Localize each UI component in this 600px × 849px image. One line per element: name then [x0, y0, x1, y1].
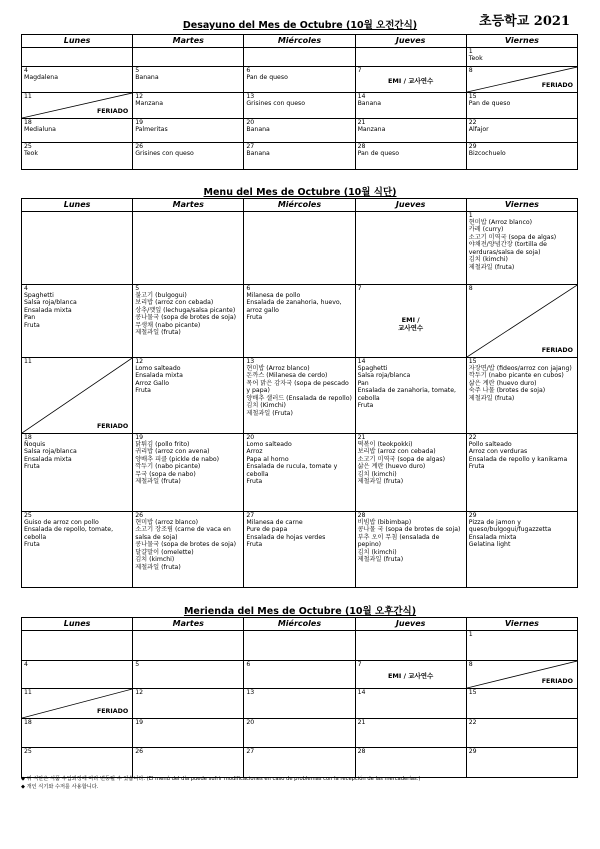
day-number: 8: [468, 284, 473, 292]
week-row: [22, 688, 578, 718]
day-number: 8: [468, 660, 473, 668]
day-number: 28: [357, 747, 366, 755]
week-row: [22, 660, 578, 688]
meal-text: 불고기 (bulgogui) 보리밥 (arroz con cebada) 상추/깻잎 (lechuga/salsa picante) 콩나물국 (sopa de brotes de soja) 무생채 (nabo picante) 제철과일 (fruta): [135, 292, 237, 337]
holiday-label: FERIADO: [96, 108, 129, 116]
day-header: Jueves: [355, 618, 466, 631]
day-number: 27: [246, 511, 255, 519]
meal-text: 현미밥 (Arroz blanco) 돈까스 (Milanesa de cerdo) 목어 맑은 감자국 (sopa de pescado y papa) 양배추 샐러드 (Ensalada de repollo) 김치 (Kimchi) 제철과일 (Fruta): [246, 365, 352, 417]
day-cell: [133, 630, 244, 660]
day-cell: [355, 66, 466, 92]
day-cell: [133, 142, 244, 169]
meal-text: 떡볶이 (teokpokki) 보리밥 (arroz con cebada) 소고기 미역국 (sopa de algas) 삶은 계란 (huevo duro) 김치 (kimchi) 제철과일 (fruta): [357, 441, 446, 486]
day-cell: [22, 211, 133, 284]
day-number: 22: [468, 118, 477, 126]
day-number: 4: [24, 66, 28, 74]
meal-text: Pan de queso: [357, 150, 400, 158]
day-number: 7: [357, 284, 362, 292]
meal-text: 비빔밥 (bibimbap) 콩나물 국 (sopa de brotes de soja) 부추 오이 무침 (ensalada de pepino) 김치 (kimchi) 제철과일 (fruta): [357, 519, 461, 564]
meal-text: Teok: [24, 150, 38, 158]
day-cell: [355, 357, 466, 433]
day-number: 8: [468, 66, 473, 74]
day-number: 13: [246, 688, 255, 696]
day-header: Lunes: [22, 35, 133, 48]
day-number: 7: [357, 66, 362, 74]
footnote: ◆ 개인 식기와 수저를 사용합니다.: [21, 783, 99, 790]
day-cell: [355, 718, 466, 747]
day-cell: [466, 747, 577, 777]
day-cell: [244, 511, 355, 587]
day-number: 4: [24, 284, 28, 292]
day-cell: [22, 660, 133, 688]
meal-text: Pizza de jamon y queso/bulgogui/fugazzetta Ensalada mixta Gelatina light: [468, 519, 552, 549]
day-cell: [22, 92, 133, 118]
day-number: 21: [357, 118, 366, 126]
event-label: EMI / 교사연수: [387, 76, 434, 85]
day-number: 5: [135, 284, 140, 292]
meal-text: Alfajor: [468, 126, 489, 134]
meal-text: 닭튀김 (pollo frito) 귀리밥 (arroz con avena) 양배추 피클 (pickle de nabo) 깍두기 (nabo picante) 무국 (sopa de nabo) 제철과일 (fruta): [135, 441, 220, 486]
holiday-strike: [467, 285, 577, 357]
day-number: 20: [246, 718, 255, 726]
meal-text: Banana: [246, 126, 270, 134]
merienda-title: Merienda del Mes de Octubre (10월 오후간식): [183, 606, 417, 617]
footnotes: [21, 776, 581, 792]
day-header: Lunes: [22, 618, 133, 631]
day-number: 21: [357, 433, 366, 441]
day-number: 7: [357, 660, 362, 668]
meal-text: Pollo salteado Arroz con verduras Ensalada de repollo y kanikama Fruta: [468, 441, 568, 471]
day-header: Miércoles: [244, 35, 355, 48]
day-number: 11: [24, 688, 32, 696]
day-number: 21: [357, 718, 366, 726]
day-number: 18: [24, 433, 32, 441]
week-row: [22, 511, 578, 587]
day-header: Jueves: [355, 199, 466, 212]
meal-text: Guiso de arroz con pollo Ensalada de repollo, tomate, cebolla Fruta: [24, 519, 114, 549]
day-cell: [244, 92, 355, 118]
week-row: [22, 47, 578, 66]
day-number: 15: [468, 92, 477, 100]
day-number: 12: [135, 92, 144, 100]
day-cell: [22, 630, 133, 660]
day-number: 29: [468, 747, 477, 755]
day-cell: [244, 718, 355, 747]
meal-text: Ñoquis Salsa roja/blanca Ensalada mixta Fruta: [24, 441, 77, 471]
day-cell: [466, 284, 577, 357]
day-cell: [133, 747, 244, 777]
day-cell: [466, 433, 577, 511]
week-row: [22, 433, 578, 511]
day-cell: [355, 92, 466, 118]
day-cell: [244, 66, 355, 92]
meal-text: Banana: [357, 100, 382, 108]
day-number: 19: [135, 433, 144, 441]
day-cell: [244, 688, 355, 718]
day-header: Jueves: [355, 35, 466, 48]
day-cell: [22, 511, 133, 587]
day-number: 22: [468, 718, 477, 726]
day-cell: [133, 284, 244, 357]
day-number: 13: [246, 92, 255, 100]
meal-text: Pan de queso: [468, 100, 511, 108]
day-cell: [133, 66, 244, 92]
holiday-diagonal: [467, 285, 577, 357]
day-number: 28: [357, 511, 366, 519]
day-number: 5: [135, 660, 140, 668]
day-cell: [22, 718, 133, 747]
meal-text: Lomo salteado Arroz Papa al horno Ensalada de rucula, tomate y cebolla Fruta: [246, 441, 338, 486]
day-cell: [355, 211, 466, 284]
day-cell: [244, 284, 355, 357]
day-cell: [22, 118, 133, 142]
day-number: 25: [24, 142, 32, 150]
day-number: 1: [468, 211, 473, 219]
week-row: [22, 211, 578, 284]
day-header: Viernes: [466, 199, 577, 212]
day-number: 5: [135, 66, 140, 74]
day-number: 14: [357, 688, 366, 696]
week-row: [22, 118, 578, 142]
meal-text: Manzana: [135, 100, 163, 108]
day-cell: [22, 688, 133, 718]
day-header: Martes: [133, 199, 244, 212]
holiday-label: FERIADO: [541, 678, 573, 686]
footnote: ◆ 위 식단은 식품 수입과정에 따라 변동될 수 있습니다. (El menú del día puede sufrir modificaciones en caso de problemas con la recepción de las mercaderías.): [21, 776, 421, 782]
menu-table: [21, 198, 578, 588]
day-number: 6: [246, 284, 251, 292]
meal-text: Spaghetti Salsa roja/blanca Ensalada mixta Pan Fruta: [24, 292, 77, 329]
holiday-label: FERIADO: [541, 82, 573, 90]
day-number: 1: [468, 630, 473, 638]
event-label: EMI / 교사연수: [398, 315, 424, 332]
meal-text: Medialuna: [24, 126, 56, 134]
meal-text: Banana: [135, 74, 159, 82]
day-cell: [466, 211, 577, 284]
day-number: 1: [468, 47, 473, 55]
meal-text: Banana: [246, 150, 270, 158]
day-cell: [133, 688, 244, 718]
day-cell: [355, 118, 466, 142]
day-number: 25: [24, 747, 32, 755]
week-row: [22, 284, 578, 357]
meal-text: Teok: [468, 55, 483, 63]
day-cell: [244, 630, 355, 660]
day-cell: [466, 660, 577, 688]
day-cell: [466, 66, 577, 92]
day-cell: [22, 357, 133, 433]
meal-text: Grisines con queso: [135, 150, 194, 158]
day-cell: [133, 47, 244, 66]
day-number: 20: [246, 433, 255, 441]
day-cell: [244, 118, 355, 142]
meal-text: Milanesa de pollo Ensalada de zanahoria, huevo, arroz gallo Fruta: [246, 292, 342, 322]
meal-text: Spaghetti Salsa roja/blanca Pan Ensalada de zanahoria, tomate, cebolla Fruta: [357, 365, 456, 410]
day-cell: [466, 47, 577, 66]
day-cell: [22, 66, 133, 92]
day-number: 27: [246, 747, 255, 755]
week-row: [22, 92, 578, 118]
day-cell: [466, 718, 577, 747]
day-cell: [244, 211, 355, 284]
day-number: 29: [468, 142, 477, 150]
day-cell: [244, 433, 355, 511]
meal-text: Manzana: [357, 126, 386, 134]
meal-text: Lomo salteado Ensalada mixta Arroz Gallo Fruta: [135, 365, 183, 395]
day-number: 12: [135, 688, 144, 696]
holiday-label: FERIADO: [541, 347, 573, 355]
day-cell: [133, 433, 244, 511]
day-header: Martes: [133, 618, 244, 631]
week-row: [22, 66, 578, 92]
day-cell: [244, 357, 355, 433]
day-number: 18: [24, 118, 32, 126]
meal-text: Milanesa de carne Pure de papa Ensalada de hojas verdes Fruta: [246, 519, 326, 549]
event-label: EMI / 교사연수: [387, 671, 434, 680]
day-header: Miércoles: [244, 199, 355, 212]
desayuno-title: Desayuno del Mes de Octubre (10월 오전간식): [182, 20, 418, 31]
day-header: Lunes: [22, 199, 133, 212]
day-number: 26: [135, 142, 144, 150]
holiday-label: FERIADO: [96, 423, 129, 431]
day-cell: [133, 118, 244, 142]
day-cell: [133, 357, 244, 433]
day-header: Viernes: [466, 618, 577, 631]
menu-title: Menu del Mes de Octubre (10월 식단): [203, 187, 397, 198]
meal-text: Bizcochuelo: [468, 150, 506, 158]
day-cell: [466, 630, 577, 660]
day-number: 22: [468, 433, 477, 441]
meal-text: Magdalena: [24, 74, 59, 82]
holiday-label: FERIADO: [96, 708, 129, 716]
day-cell: [22, 747, 133, 777]
day-cell: [466, 511, 577, 587]
day-number: 15: [468, 357, 477, 365]
holiday-strike: [22, 358, 132, 433]
day-cell: [22, 47, 133, 66]
day-cell: [355, 433, 466, 511]
day-header: Martes: [133, 35, 244, 48]
day-cell: [466, 357, 577, 433]
meal-text: Grisines con queso: [246, 100, 306, 108]
day-number: 27: [246, 142, 255, 150]
day-number: 14: [357, 357, 366, 365]
day-cell: [133, 211, 244, 284]
day-cell: [244, 47, 355, 66]
day-cell: [22, 433, 133, 511]
day-number: 29: [468, 511, 477, 519]
week-row: [22, 142, 578, 169]
day-cell: [22, 142, 133, 169]
day-cell: [22, 284, 133, 357]
day-cell: [244, 660, 355, 688]
day-cell: [133, 718, 244, 747]
day-number: 6: [246, 660, 251, 668]
day-cell: [355, 688, 466, 718]
day-cell: [133, 660, 244, 688]
meal-text: 현미밥 (Arroz blanco) 카레 (curry) 소고기 미역국 (sopa de algas) 야채전/양념간장 (tortilla de verduras/salsa de soja) 김치 (kimchi) 제철과일 (fruta): [468, 219, 557, 271]
day-cell: [355, 142, 466, 169]
day-cell: [133, 92, 244, 118]
day-header: Viernes: [466, 35, 577, 48]
day-cell: [244, 747, 355, 777]
holiday-diagonal: [22, 358, 132, 433]
day-number: 18: [24, 718, 32, 726]
week-row: [22, 357, 578, 433]
day-cell: [133, 511, 244, 587]
day-number: 19: [135, 718, 144, 726]
day-cell: [355, 47, 466, 66]
day-number: 26: [135, 747, 144, 755]
day-cell: [466, 118, 577, 142]
meal-text: Pan de queso: [246, 74, 288, 82]
meal-text: 현미밥 (arroz blanco) 소고기 장조림 (carne de vaca en salsa de soja) 콩나물국 (sopa de brotes de soja) 달걀말이 (omelette) 김치 (kimchi) 제철과일 (fruta): [135, 519, 237, 571]
day-number: 28: [357, 142, 366, 150]
desayuno-table: [21, 34, 578, 170]
day-number: 12: [135, 357, 144, 365]
week-row: [22, 718, 578, 747]
week-row: [22, 747, 578, 777]
day-cell: [355, 747, 466, 777]
week-row: [22, 630, 578, 660]
day-number: 4: [24, 660, 28, 668]
day-cell: [466, 688, 577, 718]
meal-text: 자장면/밥 (fideos/arroz con jajang) 깍두기 (nabo picante en cubos) 삶은 계란 (huevo duro) 숙주 나물 (brotes de soja) 제철과일 (fruta): [468, 365, 572, 402]
day-cell: [355, 284, 466, 357]
school-name: 초등학교 2021: [479, 14, 570, 29]
day-header: Miércoles: [244, 618, 355, 631]
day-number: 25: [24, 511, 32, 519]
day-cell: [466, 142, 577, 169]
day-number: 14: [357, 92, 366, 100]
day-number: 15: [468, 688, 477, 696]
merienda-table: [21, 617, 578, 778]
day-number: 11: [24, 92, 32, 100]
day-cell: [355, 630, 466, 660]
day-number: 26: [135, 511, 144, 519]
day-number: 19: [135, 118, 144, 126]
day-number: 6: [246, 66, 251, 74]
day-cell: [355, 660, 466, 688]
day-cell: [244, 142, 355, 169]
day-number: 13: [246, 357, 255, 365]
day-number: 11: [24, 357, 32, 365]
day-cell: [466, 92, 577, 118]
day-cell: [355, 511, 466, 587]
day-number: 20: [246, 118, 255, 126]
meal-text: Palmeritas: [135, 126, 168, 134]
